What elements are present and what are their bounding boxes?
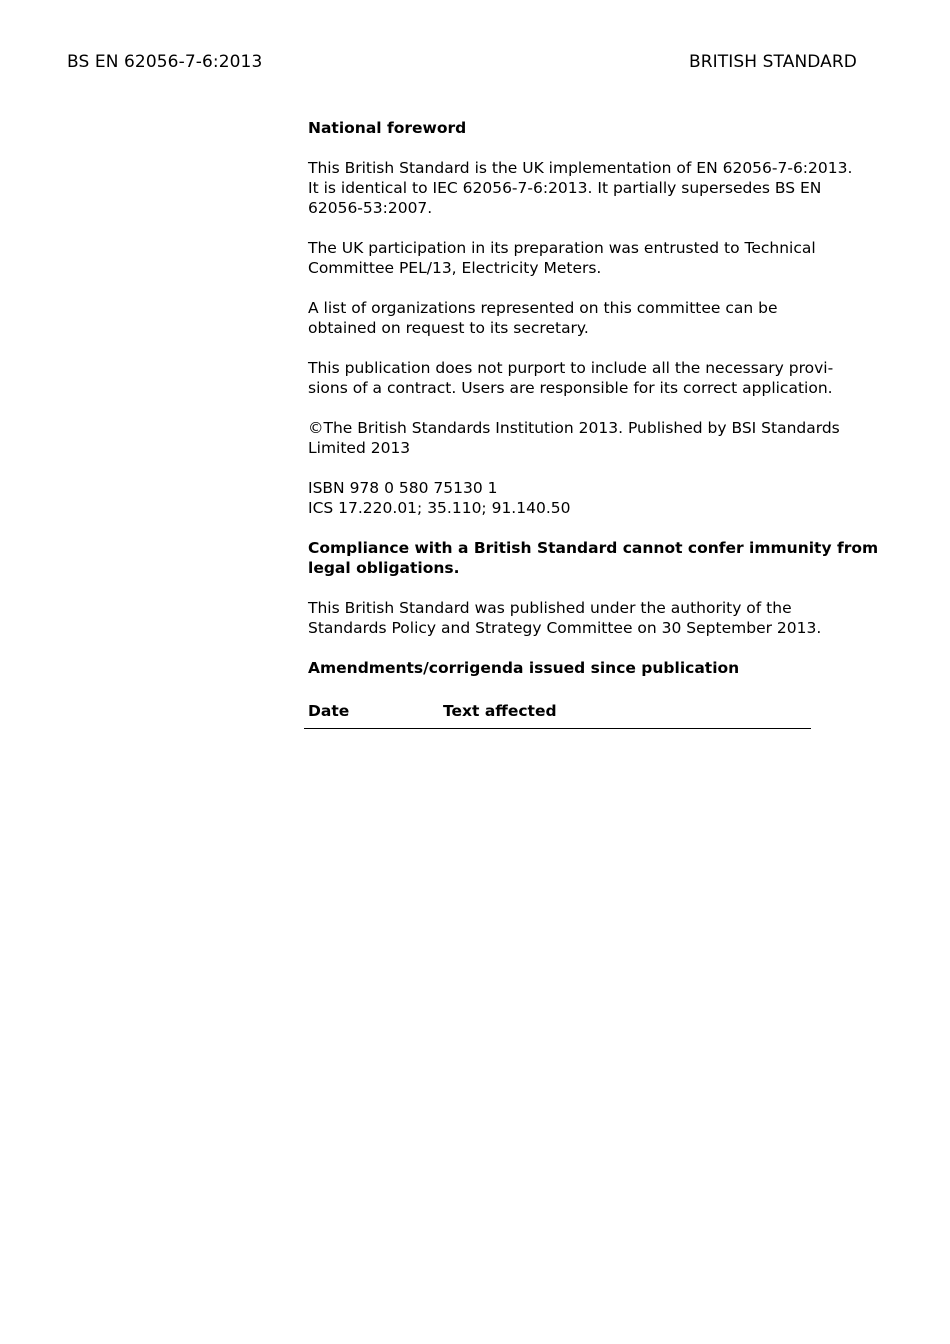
- contract-line: This publication does not purport to include all the necessary provi-: [308, 359, 834, 377]
- header-standard-type: BRITISH STANDARD: [689, 52, 857, 72]
- copyright-paragraph: [308, 418, 856, 458]
- implementation-paragraph: [308, 158, 856, 218]
- participation-line: Committee PEL/13, Electricity Meters.: [308, 259, 602, 277]
- authority-line: Standards Policy and Strategy Committee on 30 September 2013.: [308, 619, 822, 637]
- amendments-table: [304, 701, 811, 729]
- authority-paragraph: [308, 598, 856, 638]
- amendments-text-affected-header: Text affected: [443, 702, 557, 720]
- compliance-line: Compliance with a British Standard cannot confer immunity from: [308, 539, 879, 557]
- amendments-date-header: Date: [308, 702, 350, 720]
- contract-line: sions of a contract. Users are responsible for its correct application.: [308, 379, 833, 397]
- copyright-line: ©The British Standards Institution 2013. Published by BSI Standards: [308, 419, 840, 437]
- implementation-line: It is identical to IEC 62056-7-6:2013. It partially supersedes BS EN: [308, 179, 822, 197]
- ics-line: ICS 17.220.01; 35.110; 91.140.50: [308, 499, 571, 517]
- isbn-line: ISBN 978 0 580 75130 1: [308, 479, 498, 497]
- header-standard-number: BS EN 62056-7-6:2013: [67, 52, 263, 72]
- organizations-line: A list of organizations represented on this committee can be: [308, 299, 778, 317]
- compliance-paragraph: [308, 538, 879, 578]
- amendments-title: Amendments/corrigenda issued since publication: [308, 659, 740, 677]
- national-foreword-section: [308, 118, 879, 698]
- identifiers-paragraph: [308, 478, 856, 518]
- authority-line: This British Standard was published under the authority of the: [308, 599, 792, 617]
- contract-paragraph: [308, 358, 856, 398]
- organizations-line: obtained on request to its secretary.: [308, 319, 589, 337]
- participation-line: The UK participation in its preparation was entrusted to Technical: [308, 239, 816, 257]
- compliance-line: legal obligations.: [308, 559, 460, 577]
- organizations-paragraph: [308, 298, 856, 338]
- foreword-title: National foreword: [308, 119, 467, 137]
- implementation-line: This British Standard is the UK implementation of EN 62056-7-6:2013.: [308, 159, 853, 177]
- copyright-line: Limited 2013: [308, 439, 411, 457]
- implementation-line: 62056-53:2007.: [308, 199, 433, 217]
- participation-paragraph: [308, 238, 856, 278]
